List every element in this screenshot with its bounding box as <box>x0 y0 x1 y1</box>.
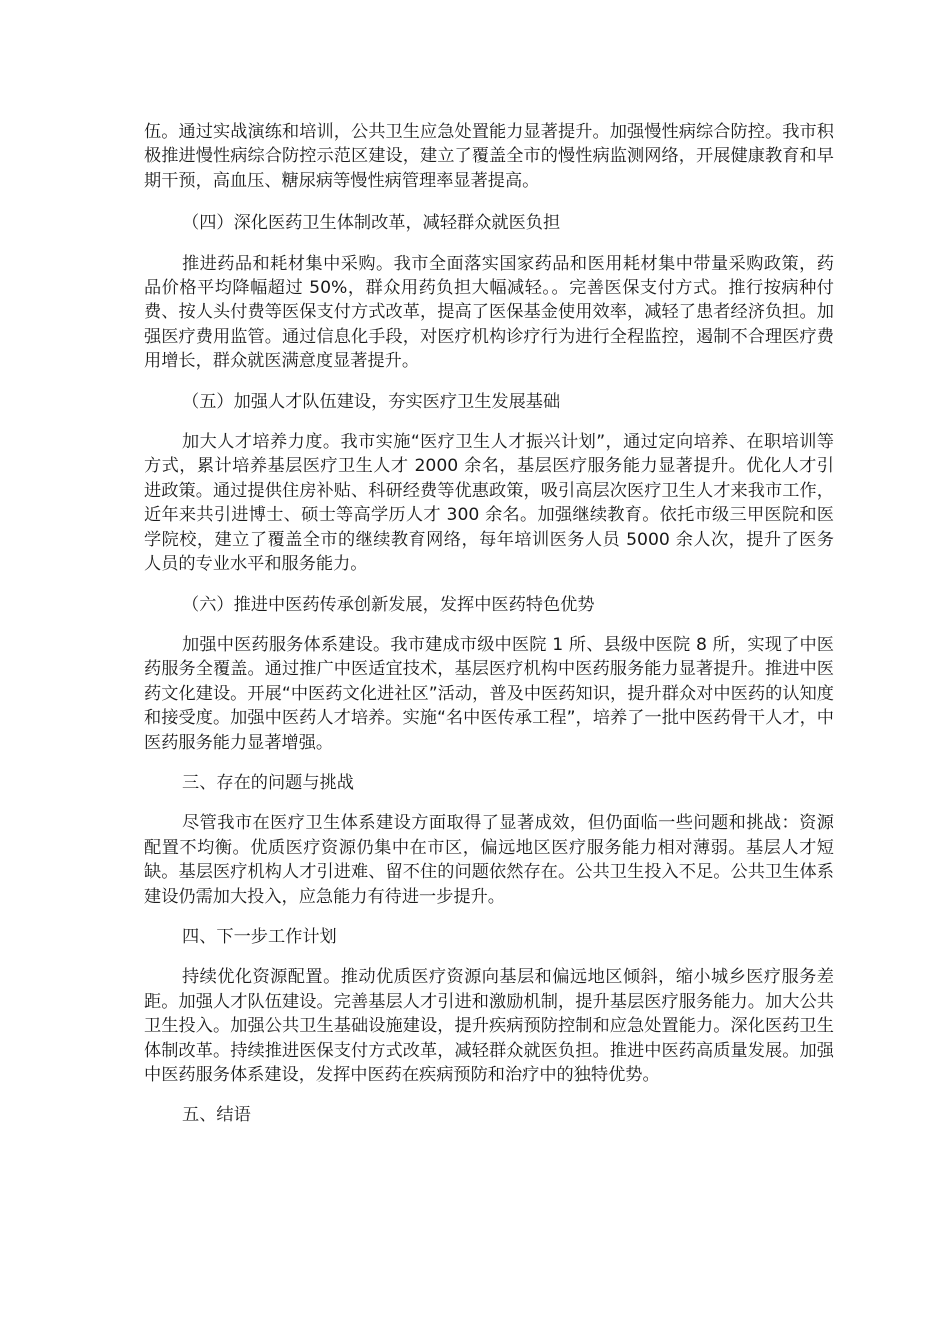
continuation-paragraph: 伍。通过实战演练和培训，公共卫生应急处置能力显著提升。加强慢性病综合防控。我市积极推进慢性病综合防控示范区建设，建立了覆盖全市的慢性病监测网络，开展健康教育和早期干预，高血压、糖尿病等慢性病管理率显著提高。 <box>144 122 834 191</box>
document-body <box>144 120 834 1144</box>
chapter-heading-4: 四、下一步工作计划 <box>182 926 337 947</box>
body-paragraph: 尽管我市在医疗卫生体系建设方面取得了显著成效，但仍面临一些问题和挑战：资源配置不均衡。优质医疗资源仍集中在市区，偏远地区医疗服务能力相对薄弱。基层人才短缺。基层医疗机构人才引进难、留不住的问题依然存在。公共卫生投入不足。公共卫生体系建设仍需加大投入，应急能力有待进一步提升。 <box>144 813 834 907</box>
body-paragraph: 加强中医药服务体系建设。我市建成市级中医院 1 所、县级中医院 8 所，实现了中医药服务全覆盖。通过推广中医适宜技术，基层医疗机构中医药服务能力显著提升。推进中医药文化建设。开展“中医药文化进社区”活动，普及中医药知识，提升群众对中医药的认知度和接受度。加强中医药人才培养。实施“名中医传承工程”，培养了一批中医药骨干人才，中医药服务能力显著增强。 <box>144 634 834 753</box>
chapter-heading-5: 五、结语 <box>182 1105 251 1126</box>
section-heading-5: （五）加强人才队伍建设，夯实医疗卫生发展基础 <box>182 391 561 412</box>
body-paragraph: 加大人才培养力度。我市实施“医疗卫生人才振兴计划”，通过定向培养、在职培训等方式，累计培养基层医疗卫生人才 2000 余名，基层医疗服务能力显著提升。优化人才引进政策。通过提供住房补贴、科研经费等优惠政策，吸引高层次医疗卫生人才来我市工作，近年来共引进博士、硕士等高学历人才 300 余名。加强继续教育。依托市级三甲医院和医学院校，建立了覆盖全市的继续教育网络，每年培训医务人员 5000 余人次，提升了医务人员的专业水平和服务能力。 <box>144 432 834 575</box>
body-paragraph: 推进药品和耗材集中采购。我市全面落实国家药品和医用耗材集中带量采购政策，药品价格平均降幅超过 50%，群众用药负担大幅减轻。。完善医保支付方式。推行按病种付费、按人头付费等医保支付方式改革，提高了医保基金使用效率，减轻了患者经济负担。加强医疗费用监管。通过信息化手段，对医疗机构诊疗行为进行全程监控，遏制不合理医疗费用增长，群众就医满意度显著提升。 <box>144 253 834 372</box>
body-paragraph: 持续优化资源配置。推动优质医疗资源向基层和偏远地区倾斜，缩小城乡医疗服务差距。加强人才队伍建设。完善基层人才引进和激励机制，提升基层医疗服务能力。加大公共卫生投入。加强公共卫生基础设施建设，提升疾病预防控制和应急处置能力。深化医药卫生体制改革。持续推进医保支付方式改革，减轻群众就医负担。推进中医药高质量发展。加强中医药服务体系建设，发挥中医药在疾病预防和治疗中的独特优势。 <box>144 967 834 1085</box>
section-heading-6: （六）推进中医药传承创新发展，发挥中医药特色优势 <box>182 594 595 615</box>
section-heading-4: （四）深化医药卫生体制改革，减轻群众就医负担 <box>182 213 561 234</box>
chapter-heading-3: 三、存在的问题与挑战 <box>182 772 354 793</box>
